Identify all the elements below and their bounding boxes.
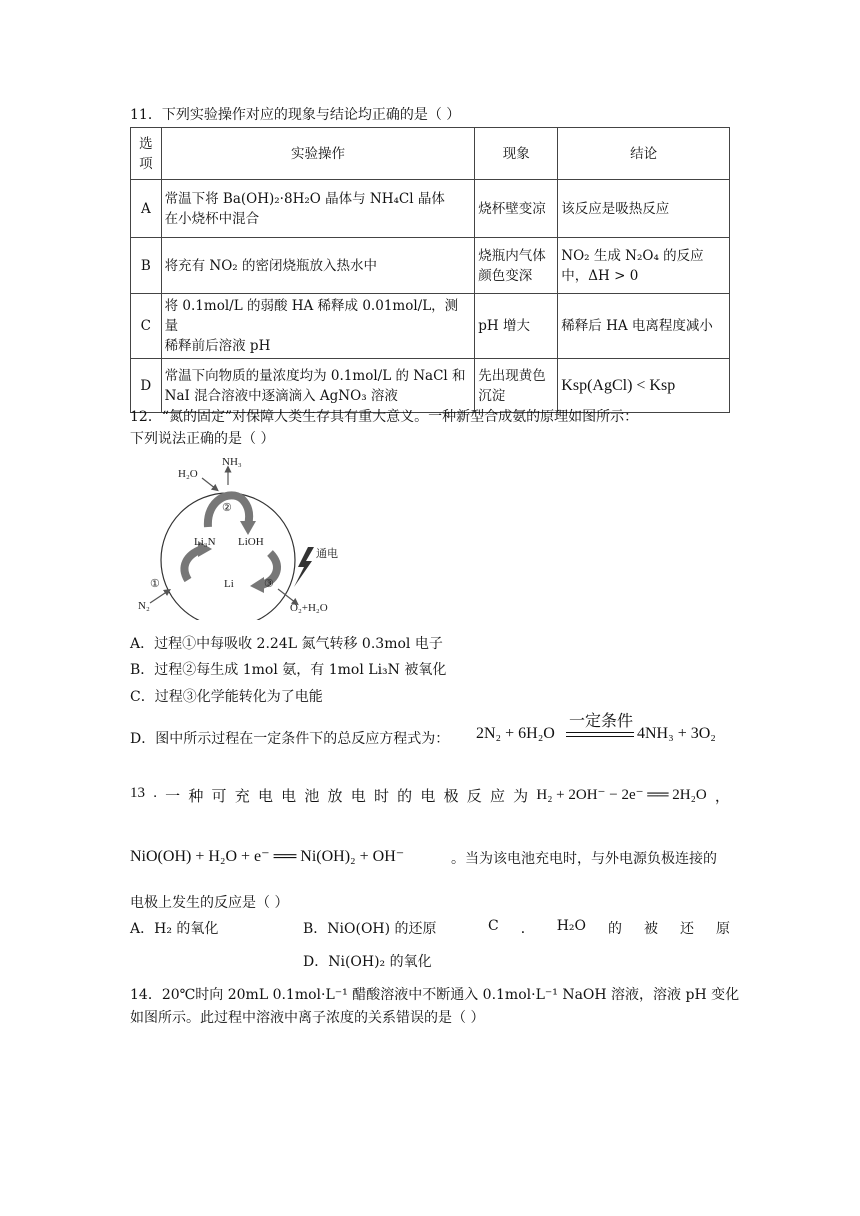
q13-option-c-part: ．	[520, 921, 535, 937]
q13-word: 反	[466, 789, 482, 805]
q13-word: 一	[165, 789, 181, 805]
q13-word: 电	[350, 789, 366, 805]
q13-word: 的	[397, 789, 413, 805]
row-option: B	[131, 238, 162, 294]
row-operation	[161, 359, 475, 413]
q13-word: 电	[257, 789, 273, 805]
q13-word: 极	[443, 789, 459, 805]
row-operation-line2: NaI 混合溶液中逐滴滴入 AgNO₃ 溶液	[164, 387, 398, 404]
q13-option-c-part: 原	[715, 921, 730, 937]
q13-option-c	[488, 918, 730, 938]
label-h2o: H₂O	[178, 468, 198, 480]
q12-option-d: D．图中所示过程在一定条件下的总反应方程式为：	[130, 731, 450, 747]
header-phenomenon: 现象	[475, 128, 558, 180]
q13-word: 放	[327, 789, 343, 805]
electricity-icon	[294, 547, 314, 587]
label-step-3: ③	[264, 578, 274, 590]
q12-option-a: A．过程①中每吸收 2.24L 氮气转移 0.3mol 电子	[130, 636, 443, 652]
row-operation-line1: 将 0.1mol/L 的弱酸 HA 稀释成 0.01mol/L，测量	[164, 298, 459, 334]
label-electric: 通电	[316, 548, 338, 560]
q12-equation-left: 2N₂ + 6H₂O	[476, 725, 555, 742]
q13-option-c-part: 的	[607, 921, 622, 937]
row-phenomenon: pH 增大	[475, 294, 558, 359]
q13-word: ，	[714, 789, 730, 805]
row-operation-line1: 常温下向物质的量浓度均为 0.1mol/L 的 NaCl 和	[164, 367, 466, 384]
q13-word: 充	[234, 789, 250, 805]
label-nh3: NH₃	[222, 456, 242, 468]
row-phenomenon	[475, 238, 558, 294]
row-conclusion-line2: 中，ΔH > 0	[561, 267, 639, 284]
row-operation: 将充有 NO₂ 的密闭烧瓶放入热水中	[161, 238, 475, 294]
q13-option-c-part: H₂O	[556, 918, 586, 934]
q12-option-b: B．过程②每生成 1mol 氨，有 1mol Li₃N 被氧化	[130, 662, 447, 678]
header-option-line2: 项	[139, 155, 153, 172]
row-conclusion: 该反应是吸热反应	[558, 180, 730, 238]
q11-stem: 11．下列实验操作对应的现象与结论均正确的是（ ）	[130, 107, 461, 123]
q13-word: 种	[188, 789, 204, 805]
label-step-1: ①	[150, 578, 160, 590]
q13-option-a: A．H₂ 的氧化	[130, 921, 219, 937]
table-row	[131, 294, 730, 359]
q13-stem-line2: 。当为该电池充电时，与外电源负极连接的	[451, 851, 717, 867]
row-option: A	[131, 180, 162, 238]
q13-word: 可	[211, 789, 227, 805]
q13-word: 时	[373, 789, 389, 805]
q13-word: 应	[489, 789, 505, 805]
row-operation	[161, 294, 475, 359]
q13-option-c-part: 还	[679, 921, 694, 937]
header-option-line1: 选	[139, 135, 153, 152]
q13-option-d: D．Ni(OH)₂ 的氧化	[303, 954, 432, 970]
q12-stem: 12．“氮的固定”对保障人类生存具有重大意义。一种新型合成氨的原理如图所示：	[130, 409, 639, 425]
q13-word: .	[153, 785, 157, 801]
ammonia-cycle-diagram	[130, 455, 350, 620]
q12-question: 下列说法正确的是（ ）	[130, 431, 275, 447]
table-row	[131, 180, 730, 238]
label-li: Li	[224, 578, 234, 590]
header-conclusion: 结论	[558, 128, 730, 180]
q14-stem-line2: 如图所示。此过程中溶液中离子浓度的关系错误的是（ ）	[130, 1010, 485, 1026]
label-o2-h2o: O₂+H₂O	[290, 602, 328, 614]
q12-option-c: C．过程③化学能转化为了电能	[130, 689, 323, 705]
row-operation-line2: 稀释前后溶液 pH	[164, 338, 271, 354]
label-step-2: ②	[222, 502, 232, 514]
q12-equation-condition: 一定条件	[568, 713, 633, 730]
q13-word: 电	[281, 789, 297, 805]
equation-bar	[566, 732, 634, 733]
q12-equation-right: 4NH₃ + 3O₂	[637, 725, 716, 742]
row-conclusion: 稀释后 HA 电离程度减小	[558, 294, 730, 359]
q13-word: 池	[304, 789, 320, 805]
row-operation-line2: 在小烧杯中混合	[164, 210, 260, 227]
q13-word: 13	[130, 785, 145, 801]
q13-stem-line3: 电极上发生的反应是（ ）	[130, 895, 289, 911]
header-option	[131, 128, 162, 180]
row-conclusion: Ksp(AgCl) < Ksp	[558, 359, 730, 413]
q13-word: 电	[420, 789, 436, 805]
row-phenomenon: 烧杯壁变凉	[475, 180, 558, 238]
row-conclusion-line1: NO₂ 生成 N₂O₄ 的反应	[561, 247, 704, 264]
row-phenomenon	[475, 359, 558, 413]
row-option: D	[131, 359, 162, 413]
table-row	[131, 238, 730, 294]
header-operation: 实验操作	[161, 128, 475, 180]
q13-option-b: B．NiO(OH) 的还原	[303, 921, 437, 937]
row-operation-line1: 常温下将 Ba(OH)₂·8H₂O 晶体与 NH₄Cl 晶体	[164, 190, 445, 207]
row-operation	[161, 180, 475, 238]
row-phenomenon-line2: 颜色变深	[478, 267, 533, 284]
label-li3n: Li₃N	[194, 536, 216, 548]
row-phenomenon-line1: 先出现黄色	[478, 367, 546, 384]
q11-table	[130, 127, 730, 413]
q13-equation-1: H₂ + 2OH⁻ − 2e⁻ ══ 2H₂O	[536, 787, 707, 803]
label-lioh: LiOH	[238, 536, 264, 548]
q13-word: 为	[513, 789, 529, 805]
row-phenomenon-line2: 沉淀	[478, 387, 506, 404]
row-conclusion	[558, 238, 730, 294]
table-header-row	[131, 128, 730, 180]
label-n2: N₂	[138, 600, 150, 612]
q13-option-c-part: C	[488, 918, 499, 934]
row-phenomenon-line1: 烧瓶内气体	[478, 247, 546, 264]
row-option: C	[131, 294, 162, 359]
q13-option-c-part: 被	[643, 921, 658, 937]
table-row	[131, 359, 730, 413]
equation-bar	[566, 736, 634, 737]
q14-stem-line1: 14．20℃时向 20mL 0.1mol·L⁻¹ 醋酸溶液中不断通入 0.1mol·L⁻¹ NaOH 溶液，溶液 pH 变化	[130, 987, 740, 1003]
q13-equation-2: NiO(OH) + H₂O + e⁻ ══ Ni(OH)₂ + OH⁻	[130, 848, 405, 865]
q13-stem-line1	[130, 785, 730, 806]
